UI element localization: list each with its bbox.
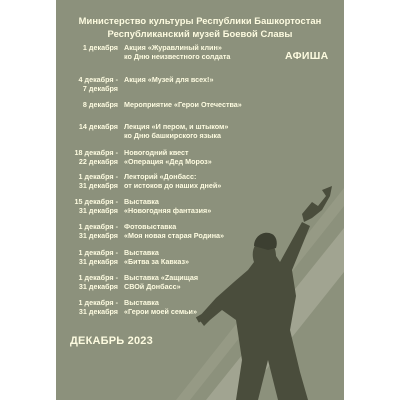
event-description: Фотовыставка «Моя новая старая Родина» [124, 222, 225, 240]
event-description: Акция «Музей для всех!» [124, 75, 214, 84]
event-description: Мероприятие «Герои Отечества» [124, 100, 242, 109]
event-description: Лекторий «Донбасс: от истоков до наших дней» [124, 172, 222, 190]
event-dates: 1 декабря - 31 декабря [78, 172, 118, 190]
event-dates: 1 декабря [82, 43, 118, 52]
event-dates: 4 декабря - 7 декабря [78, 75, 118, 93]
event-dates: 1 декабря - 31 декабря [78, 248, 118, 266]
museum-title: Республиканский музей Боевой Славы [107, 28, 293, 39]
event-dates: 18 декабря - 22 декабря [74, 148, 118, 166]
event-dates: 1 декабря - 31 декабря [78, 273, 118, 291]
event-description: Новогодний квест «Операция «Дед Мороз» [124, 148, 212, 166]
afisha-title: АФИША [285, 50, 329, 62]
event-dates: 15 декабря - 31 декабря [74, 197, 118, 215]
event-dates: 14 декабря [78, 122, 118, 131]
event-dates: 8 декабря [82, 100, 118, 109]
ministry-title: Министерство культуры Республики Башкортостан [78, 15, 322, 26]
poster-header [56, 14, 344, 40]
event-dates: 1 декабря - 31 декабря [78, 222, 118, 240]
event-description: Выставка «Битва за Кавказ» [124, 248, 190, 266]
event-dates: 1 декабря - 31 декабря [78, 298, 118, 316]
month-label: ДЕКАБРЬ 2023 [70, 335, 153, 347]
afisha-poster [56, 0, 344, 400]
event-description: Выставка «Zащищая СВОй Донбасс» [124, 273, 199, 291]
event-description: Выставка «Герои моей семьи» [124, 298, 197, 316]
event-description: Акция «Журавлиный клин» ко Дню неизвестного солдата [124, 43, 231, 61]
event-description: Выставка «Новогодняя фантазия» [124, 197, 212, 215]
event-description: Лекция «И пером, и штыком» ко Дню башкирского языка [124, 122, 229, 140]
